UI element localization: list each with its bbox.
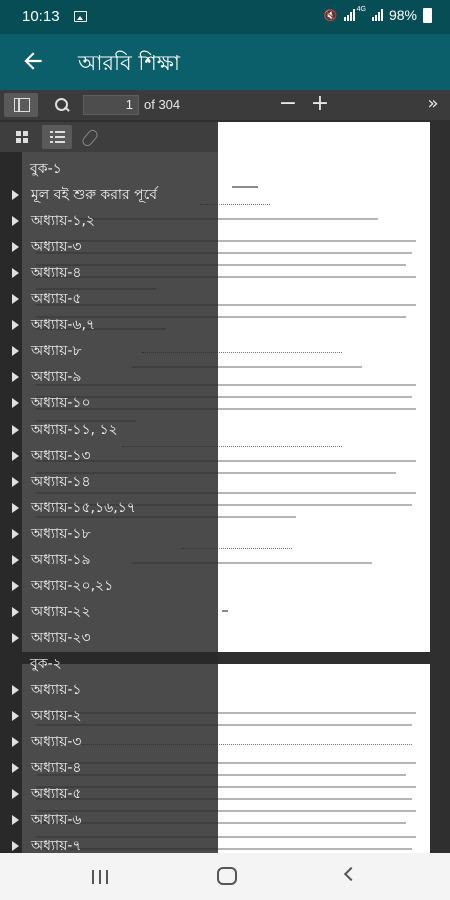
outline-item-label: অধ্যায়-১১, ১২	[31, 421, 118, 438]
outline-item[interactable]	[0, 833, 218, 853]
page-title: আরবি শিক্ষা	[78, 51, 180, 75]
outline-section[interactable]	[0, 651, 218, 677]
outline-item-label: অধ্যায়-২২	[31, 603, 91, 620]
outline-item[interactable]	[0, 729, 218, 755]
outline-item-label: বুক-১	[30, 161, 62, 177]
outline-item[interactable]	[0, 469, 218, 495]
mute-icon: 🔇	[323, 9, 338, 22]
expand-triangle-icon[interactable]	[12, 294, 19, 304]
expand-triangle-icon[interactable]	[12, 268, 19, 278]
outline-item[interactable]	[0, 703, 218, 729]
outline-item-label: অধ্যায়-৪	[31, 760, 82, 777]
outline-item[interactable]	[0, 677, 218, 703]
outline-item-label: অধ্যায়-৩	[31, 239, 82, 256]
outline-item-label: অধ্যায়-৬	[31, 812, 82, 829]
outline-item[interactable]	[0, 443, 218, 469]
expand-triangle-icon[interactable]	[12, 633, 19, 643]
expand-triangle-icon[interactable]	[12, 841, 19, 851]
document-outline	[0, 152, 218, 853]
outline-item[interactable]	[0, 807, 218, 833]
outline-item-label: অধ্যায়-২৩	[31, 629, 91, 646]
outline-item-label: অধ্যায়-১	[31, 682, 82, 698]
outline-item-label: মূল বই শুরু করার পূর্বে	[31, 187, 158, 204]
battery-percent: 98%	[388, 7, 417, 23]
expand-triangle-icon[interactable]	[12, 372, 19, 382]
page-total: of 304	[144, 97, 181, 112]
outline-item[interactable]	[0, 599, 218, 625]
outline-item[interactable]	[0, 781, 218, 807]
outline-item-label: অধ্যায়-১৮	[31, 525, 91, 542]
outline-item[interactable]	[0, 417, 218, 443]
expand-triangle-icon[interactable]	[12, 685, 19, 695]
outline-item-label: অধ্যায়-২০,২১	[31, 577, 114, 594]
outline-item-label: অধ্যায়-১৪	[31, 473, 91, 490]
pdf-toolbar	[0, 90, 450, 120]
status-icons	[324, 7, 432, 23]
system-nav-bar	[0, 853, 450, 900]
expand-triangle-icon[interactable]	[12, 763, 19, 773]
attachments-icon[interactable]	[76, 125, 106, 149]
outline-item-label: অধ্যায়-৪	[31, 265, 82, 282]
recent-apps-icon[interactable]	[92, 870, 110, 884]
outline-item[interactable]	[0, 390, 218, 416]
expand-triangle-icon[interactable]	[12, 529, 19, 539]
home-icon[interactable]	[217, 867, 237, 885]
outline-icon[interactable]	[42, 125, 72, 149]
outline-item[interactable]	[0, 260, 218, 286]
more-tools-button[interactable]: »	[427, 93, 435, 114]
expand-triangle-icon[interactable]	[12, 789, 19, 799]
outline-item-label: অধ্যায়-১০	[31, 395, 91, 412]
status-time: 10:13	[22, 8, 60, 25]
expand-triangle-icon[interactable]	[12, 477, 19, 487]
expand-triangle-icon[interactable]	[12, 607, 19, 617]
outline-item-label: অধ্যায়-১৩	[31, 447, 91, 464]
expand-triangle-icon[interactable]	[12, 242, 19, 252]
expand-triangle-icon[interactable]	[12, 190, 19, 200]
expand-triangle-icon[interactable]	[12, 451, 19, 461]
expand-triangle-icon[interactable]	[12, 398, 19, 408]
outline-item-label: অধ্যায়-১,২	[31, 213, 96, 230]
expand-triangle-icon[interactable]	[12, 815, 19, 825]
expand-triangle-icon[interactable]	[12, 503, 19, 513]
expand-triangle-icon[interactable]	[12, 320, 19, 330]
sidebar-toggle-icon[interactable]	[4, 93, 38, 117]
outline-item-label: অধ্যায়-৫	[31, 291, 82, 308]
expand-triangle-icon[interactable]	[12, 555, 19, 565]
outline-item[interactable]	[0, 547, 218, 573]
outline-item-label: বুক-২	[30, 655, 62, 672]
search-icon[interactable]	[50, 93, 74, 117]
outline-section[interactable]	[0, 156, 218, 182]
expand-triangle-icon[interactable]	[12, 581, 19, 591]
page-number-input[interactable]: 1	[83, 95, 139, 115]
expand-triangle-icon[interactable]	[12, 346, 19, 356]
thumbnails-icon[interactable]	[7, 125, 37, 149]
battery-icon	[423, 8, 432, 23]
outline-item[interactable]	[0, 208, 218, 234]
status-bar	[0, 0, 450, 34]
outline-item[interactable]	[0, 573, 218, 599]
outline-item[interactable]	[0, 312, 218, 338]
outline-item[interactable]	[0, 234, 218, 260]
expand-triangle-icon[interactable]	[12, 711, 19, 721]
outline-item[interactable]	[0, 521, 218, 547]
outline-item-label: অধ্যায়-৯	[31, 369, 82, 386]
outline-item[interactable]	[0, 625, 218, 651]
sidebar-tab-bar	[0, 122, 218, 152]
signal-icon	[372, 9, 383, 21]
image-notification-icon	[74, 11, 87, 22]
expand-triangle-icon[interactable]	[12, 425, 19, 435]
zoom-out-button[interactable]: −	[278, 91, 298, 116]
outline-item-label: অধ্যায়-১৫,১৬,১৭	[31, 499, 136, 516]
outline-item-label: অধ্যায়-৮	[31, 343, 82, 360]
outline-item[interactable]	[0, 286, 218, 312]
outline-item-label: অধ্যায়-৫	[31, 786, 82, 803]
outline-item-label: অধ্যায়-২	[31, 708, 82, 725]
network-type: 4G	[356, 5, 366, 13]
outline-item[interactable]	[0, 364, 218, 390]
outline-item-label: অধ্যায়-৬,৭	[31, 317, 96, 334]
expand-triangle-icon[interactable]	[12, 216, 19, 226]
signal-4g-icon	[344, 9, 355, 21]
outline-item[interactable]	[0, 495, 218, 521]
expand-triangle-icon[interactable]	[12, 737, 19, 747]
arrow-back-icon[interactable]	[20, 48, 46, 74]
app-bar	[0, 34, 450, 90]
outline-item[interactable]	[0, 755, 218, 781]
outline-item[interactable]	[0, 182, 218, 208]
outline-item-label: অধ্যায়-৭	[31, 838, 82, 853]
zoom-in-button[interactable]: +	[310, 91, 330, 116]
outline-item-label: অধ্যায়-১৯	[31, 551, 91, 568]
outline-item[interactable]	[0, 338, 218, 364]
outline-item-label: অধ্যায়-৩	[31, 734, 82, 751]
back-nav-icon[interactable]	[344, 867, 358, 881]
